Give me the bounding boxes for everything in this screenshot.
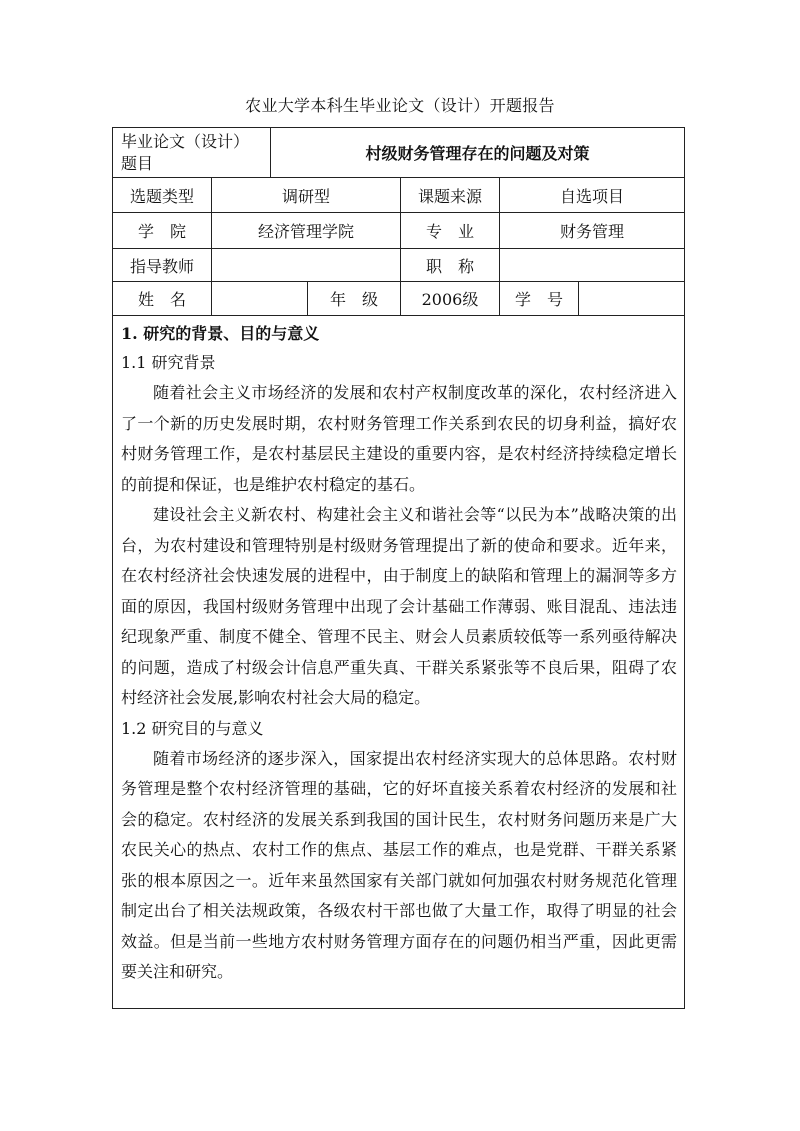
paragraph-background-2: 建设社会主义新农村、构建社会主义和谐社会等“以民为本”战略决策的出台，为农村建设和管理特别是村级财务管理提出了新的使命和要求。近年来，在农村经济社会快速发展的进程中，由于制度上的缺陷和管理上的漏洞等多方面的原因，我国村级财务管理中出现了会计基础工作薄弱、账目混乱、违法违纪现象严重、制度不健全、管理不民主、财会人员素质较低等一系列亟待解决的问题，造成了村级会计信息严重失真、干群关系紧张等不良后果，阻碍了农村经济社会发展,影响农村社会大局的稳定。 xyxy=(121,505,677,707)
name-label: 姓 名 xyxy=(113,282,212,315)
type-label: 选题类型 xyxy=(113,178,212,212)
topic-label: 毕业论文（设计）题目 xyxy=(113,128,271,177)
info-row-advisor xyxy=(113,249,684,282)
paragraph-purpose: 随着市场经济的逐步深入，国家提出农村经济实现大的总体思路。农村财务管理是整个农村经济管理的基础，它的好坏直接关系着农村经济的发展和社会的稳定。农村经济的发展关系到我国的国计民生，农村财务问题历来是广大农民关心的热点、农村工作的焦点、基层工作的难点，也是党群、干群关系紧张的根本原因之一。近年来虽然国家有关部门就如何加强农村财务规范化管理制定出台了相关法规政策，各级农村干部也做了大量工作，取得了明显的社会效益。但是当前一些地方农村财务管理方面存在的问题仍相当严重，因此更需要关注和研究。 xyxy=(121,748,677,981)
section-heading-background: 1. 研究的背景、目的与意义 xyxy=(121,324,320,343)
advisor-value xyxy=(212,249,401,281)
type-value: 调研型 xyxy=(212,178,401,212)
college-value: 经济管理学院 xyxy=(212,213,401,248)
paragraph-background-1: 随着社会主义市场经济的发展和农村产权制度改革的深化，农村经济进入了一个新的历史发展时期，农村财务管理工作关系到农民的切身利益，搞好农村财务管理工作，是农村基层民主建设的重要内容，是农村经济持续稳定增长的前提和保证，也是维护农村稳定的基石。 xyxy=(121,383,677,494)
student-id-label: 学 号 xyxy=(500,282,579,315)
info-row-name xyxy=(113,282,684,316)
rank-label: 职 称 xyxy=(401,249,500,281)
student-id-value xyxy=(579,282,684,315)
topic-value: 村级财务管理存在的问题及对策 xyxy=(365,144,590,163)
grade-value: 2006级 xyxy=(401,282,500,315)
major-label: 专 业 xyxy=(401,213,500,248)
subsection-heading-background: 1.1 研究背景 xyxy=(121,353,216,372)
topic-row xyxy=(113,128,684,178)
major-value: 财务管理 xyxy=(559,222,624,241)
report-body xyxy=(113,316,684,988)
document-title: 农业大学本科生毕业论文（设计）开题报告 xyxy=(245,96,555,115)
proposal-form xyxy=(112,127,685,1009)
rank-value xyxy=(500,249,684,281)
advisor-label: 指导教师 xyxy=(113,249,212,281)
info-row-type xyxy=(113,178,684,213)
source-value: 自选项目 xyxy=(559,186,624,206)
subsection-heading-purpose: 1.2 研究目的与意义 xyxy=(121,718,264,738)
name-value xyxy=(212,282,308,315)
college-label: 学 院 xyxy=(113,213,212,248)
grade-label: 年 级 xyxy=(308,282,401,315)
info-row-college xyxy=(113,213,684,249)
source-label: 课题来源 xyxy=(401,178,500,212)
